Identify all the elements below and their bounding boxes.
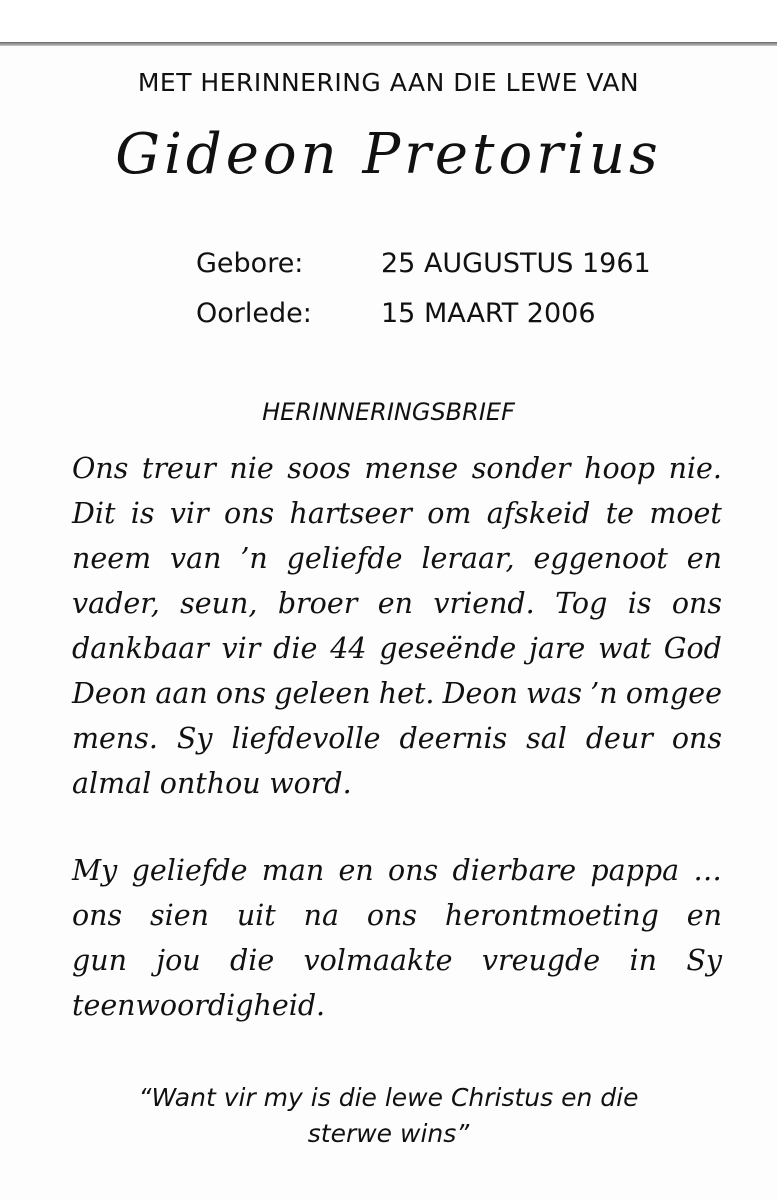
letter-word: wat [598,632,651,665]
letter-word: treur [141,452,216,485]
letter-word: omgee [625,677,722,710]
letter-word: Ons [72,452,129,485]
letter-word: geseënde [379,632,517,665]
letter-word: God [663,632,722,665]
letter-line [72,848,722,893]
letter-word: Deon [442,677,518,710]
letter-line [72,581,722,626]
letter-word: teenwoordigheid. [72,989,326,1022]
scan-top-margin [0,0,777,42]
letter-word: eggenoot [533,542,668,575]
birth-date-row [196,238,651,288]
letter-word: ons [224,497,275,530]
letter-word: neem [72,542,152,575]
birth-date: 25 AUGUSTUS 1961 [381,247,651,279]
death-date-row [196,288,651,338]
letter-word: sien [150,899,209,932]
letter-word: was [526,677,583,710]
card-top-edge [0,42,777,46]
letter-word: Sy [686,944,722,977]
bible-quote [0,1080,777,1152]
letter-word: onthou [159,767,261,800]
letter-word: mens. [72,722,158,755]
death-date: 15 MAART 2006 [381,297,596,329]
letter-word: nie. [668,452,722,485]
letter-word: het. [378,677,435,710]
letter-word: word. [269,767,352,800]
letter-line [72,761,722,806]
letter-paragraph-1 [72,446,722,806]
letter-word: geliefde [286,542,403,575]
letter-word: … [693,854,722,887]
letter-word: almal [72,767,152,800]
letter-word: dierbare [452,854,577,887]
letter-word: vir [169,497,209,530]
letter-word: sonder [471,452,571,485]
letter-word: pappa [590,854,680,887]
letter-word: ons [388,854,439,887]
letter-word: ons [215,677,267,710]
letter-word: jare [528,632,586,665]
letter-word: ons [671,722,722,755]
letter-word: en [686,899,722,932]
letter-line [72,983,722,1028]
letter-word: en [686,542,722,575]
letter-word: vir [221,632,261,665]
letter-word: hartseer [289,497,412,530]
letter-word: hoop [584,452,656,485]
letter-word: vriend. [433,587,535,620]
letter-line [72,536,722,581]
letter-word: is [130,497,155,530]
letter-word: te [605,497,635,530]
letter-word: nie [229,452,274,485]
letter-line [72,671,722,716]
letter-line [72,626,722,671]
letter-word: sal [526,722,567,755]
letter-line [72,716,722,761]
letter-word: mense [364,452,459,485]
letter-word: deur [585,722,653,755]
letter-word: deernis [399,722,508,755]
letter-word: in [629,944,657,977]
letter-word: en [338,854,374,887]
letter-word: 44 [330,632,367,665]
letter-word: broer [277,587,358,620]
letter-word: man [261,854,325,887]
letter-word: Sy [176,722,213,755]
letter-word: ons [366,899,417,932]
letter-word: van [170,542,222,575]
letter-word: is [627,587,652,620]
letter-word: leraar, [421,542,515,575]
letter-word: Dit [72,497,116,530]
death-label: Oorlede: [196,297,312,329]
letter-paragraph-2 [72,848,722,1028]
letter-word: geliefde [131,854,248,887]
letter-word: ons [671,587,722,620]
letter-line [72,893,722,938]
letter-word: Deon [72,677,148,710]
letter-word: dankbaar [72,632,209,665]
letter-word: jou [156,944,201,977]
letter-word: na [303,899,339,932]
letter-line [72,938,722,983]
letter-word: die [229,944,275,977]
letter-word: herontmoeting [444,899,659,932]
letter-word: afskeid [486,497,591,530]
letter-word: volmaakte [303,944,453,977]
letter-line [72,446,722,491]
birth-label: Gebore: [196,247,304,279]
letter-word: vreugde [481,944,601,977]
letter-word: ons [72,899,123,932]
letter-word: gun [72,944,127,977]
letter-word: Tog [555,587,608,620]
letter-word: seun, [180,587,258,620]
letter-word: aan [155,677,208,710]
letter-word: liefdevolle [231,722,381,755]
letter-word: om [427,497,472,530]
letter-word: en [377,587,413,620]
letter-word: die [273,632,318,665]
letter-word: uit [236,899,276,932]
letter-word: ’n [240,542,268,575]
quote-line-2: sterwe wins” [307,1119,470,1148]
deceased-name: Gideon Pretorius [115,122,662,187]
letter-word: moet [649,497,722,530]
letter-title: HERINNERINGSBRIEF [262,398,515,426]
letter-word: My [72,854,118,887]
memorial-heading: MET HERINNERING AAN DIE LEWE VAN [137,68,640,97]
letter-word: vader, [72,587,160,620]
letter-word: geleen [274,677,371,710]
letter-line [72,491,722,536]
letter-word: soos [287,452,351,485]
letter-word: ’n [590,677,618,710]
quote-line-1: “Want vir my is die lewe Christus en die [138,1083,639,1112]
dates-block [196,238,651,338]
